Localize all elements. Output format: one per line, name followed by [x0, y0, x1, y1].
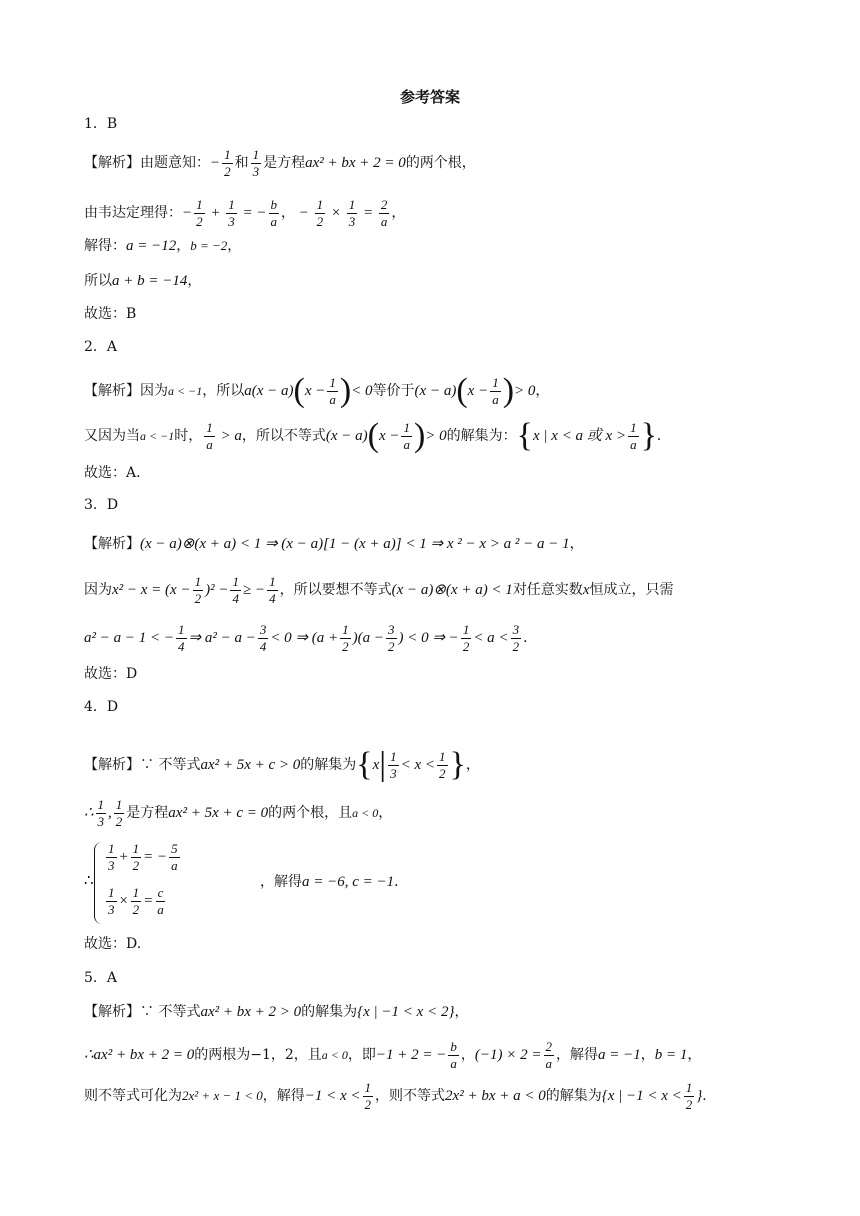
math: < 0 ⇒ (a + — [270, 630, 339, 647]
system-eq-2 — [104, 886, 168, 916]
q1-text: 和 — [234, 155, 249, 172]
math: ax² + 5x + c = 0 — [168, 805, 269, 822]
therefore-symbol: ∴ — [84, 805, 94, 822]
fraction — [448, 1040, 459, 1070]
q5-text: ，则不等式 — [375, 1088, 446, 1105]
q1-equation: ax² + bx + 2 = 0 — [305, 155, 406, 172]
system-result — [260, 871, 408, 891]
therefore-symbol: ∴ — [84, 873, 94, 889]
q1-text: 的两个根， — [405, 155, 476, 172]
fraction — [230, 575, 241, 605]
page-title: 参考答案 — [399, 88, 460, 106]
math: + — [118, 849, 129, 866]
math: (x − a)⊗(x + a) < 1 — [391, 582, 513, 599]
fraction — [327, 376, 338, 406]
paren-right: ) — [339, 372, 352, 410]
q4-header: 4．D — [84, 699, 119, 715]
frac-den: a — [206, 436, 213, 452]
fraction — [363, 1081, 374, 1111]
bar: | — [379, 746, 387, 784]
fraction — [461, 623, 472, 653]
frac-den: 2 — [439, 765, 446, 781]
frac-num: 1 — [269, 574, 276, 589]
q5-text: 的解集为 — [545, 1088, 602, 1105]
q2-text: 等价于 — [372, 383, 415, 400]
math: x − — [467, 383, 489, 400]
frac-den: 3 — [390, 765, 397, 781]
frac-num: 1 — [178, 622, 185, 637]
fraction — [96, 798, 107, 828]
math: b = 1 — [654, 1047, 688, 1064]
q3-text: 恒成立，只需 — [589, 582, 674, 599]
fraction — [204, 421, 215, 451]
q1-text: 所以 — [84, 273, 112, 289]
frac-den: 3 — [252, 163, 260, 179]
math: ax² + 5x + c > 0 — [200, 757, 301, 774]
q4-text: ，解得 — [260, 874, 302, 890]
fraction — [684, 1081, 695, 1111]
math: a = −6, c = −1 — [302, 874, 395, 890]
frac-num: 1 — [342, 622, 349, 637]
math: −1 + 2 = − — [375, 1047, 447, 1064]
q5-line-1 — [84, 1005, 468, 1020]
frac-den: a — [270, 213, 277, 229]
system-eq-1 — [104, 842, 182, 872]
math: < a < — [473, 630, 509, 647]
frac-den: a — [630, 436, 637, 452]
frac-den: 2 — [462, 638, 470, 654]
frac-num: 1 — [196, 197, 203, 212]
math: ⇒ a² − a − — [188, 630, 256, 647]
q4-text: 是方程 — [126, 805, 169, 822]
frac-num: 1 — [194, 574, 202, 589]
math: )(a − — [352, 630, 384, 647]
q1-text: ， — [176, 238, 191, 254]
frac-den: 2 — [224, 163, 231, 179]
q3-text: ，所以要想不等式 — [279, 582, 392, 599]
q3-text: ． — [523, 630, 538, 647]
frac-num: 2 — [380, 197, 388, 212]
frac-den: 2 — [685, 1096, 693, 1112]
math: {x | −1 < x < — [601, 1088, 682, 1105]
frac-num: 1 — [439, 749, 446, 764]
fraction — [401, 421, 412, 451]
frac-den: 3 — [228, 213, 235, 229]
frac-num: 1 — [252, 147, 260, 162]
math: x — [582, 582, 590, 599]
math: + — [206, 205, 225, 222]
fraction — [155, 886, 166, 916]
frac-den: 2 — [196, 213, 203, 229]
q5-text: 则不等式可化为 — [84, 1088, 182, 1105]
frac-num: c — [157, 885, 164, 900]
frac-num: 3 — [388, 622, 395, 637]
q5-analysis-tag: 【解析】 — [84, 1004, 140, 1020]
frac-den: a — [545, 1055, 552, 1071]
math: = − — [238, 205, 267, 222]
math: a + b = −14 — [112, 273, 188, 289]
math: − — [295, 205, 313, 222]
fraction — [194, 198, 205, 228]
frac-num: 1 — [132, 885, 140, 900]
frac-den: a — [157, 901, 164, 917]
q3-text: ， — [569, 536, 584, 552]
math: a < −1 — [168, 384, 203, 399]
q4-text: ∵ 不等式 — [140, 757, 201, 774]
q1-text: ， — [227, 238, 242, 254]
math: a < −1 — [140, 429, 175, 444]
q5-text: ，解得 — [556, 1047, 598, 1064]
frac-num: 1 — [316, 197, 324, 212]
frac-num: 3 — [259, 622, 267, 637]
frac-den: a — [492, 391, 499, 407]
math: a < 0 — [352, 806, 379, 821]
q2-analysis-tag: 【解析】 — [84, 383, 140, 400]
math: × — [118, 893, 129, 910]
frac-den: 3 — [97, 813, 105, 829]
q1-text: 由题意知： — [140, 155, 210, 172]
math: b = −2 — [190, 238, 228, 253]
fraction — [544, 1040, 555, 1070]
fraction — [511, 623, 522, 653]
q5-line-2 — [84, 1040, 701, 1070]
frac-den: 2 — [194, 590, 202, 606]
system-brace — [94, 842, 103, 924]
q4-analysis-tag: 【解析】 — [84, 757, 140, 774]
q4-text: ． — [394, 874, 409, 890]
q1-text: ， — [281, 205, 295, 222]
frac-den: 4 — [269, 590, 276, 606]
frac-num: 1 — [108, 841, 115, 856]
brace-left: { — [516, 417, 533, 455]
frac-num: 1 — [329, 375, 336, 390]
q5-text: 的解集为 — [301, 1004, 358, 1020]
q5-text: ， — [640, 1047, 655, 1064]
math: ) < 0 ⇒ − — [398, 630, 459, 647]
math: − — [182, 205, 193, 222]
frac-num: 1 — [132, 841, 140, 856]
fraction — [386, 623, 397, 653]
math: )² − — [205, 582, 229, 599]
q3-header: 3．D — [84, 497, 119, 513]
math: x | x < a 或 x > — [533, 428, 627, 445]
frac-num: 3 — [512, 622, 520, 637]
q2-text: ． — [656, 428, 671, 445]
frac-den: 2 — [342, 638, 349, 654]
q4-line-2 — [84, 798, 392, 828]
q2-answer: 故选：A． — [84, 465, 151, 481]
frac-den: 2 — [364, 1096, 372, 1112]
frac-num: 1 — [630, 420, 637, 435]
q2-line-2 — [84, 417, 671, 455]
frac-num: 1 — [685, 1080, 693, 1095]
frac-num: 5 — [171, 841, 178, 856]
frac-num: b — [450, 1039, 457, 1054]
fraction — [106, 842, 117, 872]
math: = — [143, 893, 154, 910]
q5-line-3 — [84, 1081, 716, 1111]
frac-den: 4 — [232, 590, 239, 606]
q3-analysis-tag: 【解析】 — [84, 536, 140, 552]
fraction — [388, 750, 399, 780]
fraction — [114, 798, 125, 828]
frac-num: 2 — [545, 1039, 552, 1054]
q3-text: 对任意实数 — [512, 582, 583, 599]
math: −1 < x < — [304, 1088, 361, 1105]
fraction — [226, 198, 237, 228]
frac-num: 1 — [232, 574, 239, 589]
math: {x | −1 < x < 2} — [357, 1004, 455, 1020]
fraction — [347, 198, 358, 228]
paren-left: ( — [367, 417, 379, 455]
q1-text: ， — [391, 205, 406, 222]
q5-text: ∵ 不等式 — [140, 1004, 201, 1020]
q4-text: 的两个根，且 — [268, 805, 353, 822]
q1-line-3 — [84, 239, 241, 254]
q2-text: 的解集为： — [446, 428, 517, 445]
frac-den: 4 — [259, 638, 267, 654]
frac-num: 1 — [115, 797, 123, 812]
q1-line-2 — [84, 198, 405, 228]
brace-right: } — [640, 417, 657, 455]
q1-answer: 故选：B — [84, 306, 137, 322]
fraction — [131, 886, 142, 916]
frac-num: 1 — [108, 885, 115, 900]
math: a² − a − 1 < − — [84, 630, 174, 647]
q2-header: 2．A — [84, 339, 118, 355]
frac-num: 1 — [364, 1080, 372, 1095]
frac-den: 3 — [108, 901, 115, 917]
therefore-symbol: ∴ — [84, 1047, 94, 1064]
fraction — [628, 421, 639, 451]
q5-text: ， — [460, 1047, 475, 1064]
q1-analysis-tag: 【解析】 — [84, 155, 140, 172]
frac-den: a — [403, 436, 410, 452]
frac-num: 1 — [206, 420, 213, 435]
math: x — [372, 757, 380, 774]
q5-text: ，即 — [347, 1047, 376, 1064]
math: < 0 — [351, 383, 373, 400]
q2-text: 时， — [174, 428, 203, 445]
q5-text: ， — [454, 1004, 469, 1020]
q5-text: 的两根为−1，2，且 — [194, 1047, 322, 1064]
frac-den: 4 — [178, 638, 185, 654]
fraction — [258, 623, 269, 653]
q4-text: ， — [465, 757, 480, 774]
math: x − — [304, 383, 326, 400]
frac-num: 1 — [462, 622, 470, 637]
q2-text: 又因为当 — [84, 428, 140, 445]
math: = — [359, 205, 377, 222]
frac-num: 1 — [403, 420, 410, 435]
q3-line-3 — [84, 623, 537, 653]
q5-header: 5．A — [84, 970, 118, 986]
q4-answer: 故选：D. — [84, 936, 142, 952]
fraction — [222, 148, 233, 178]
paren-left: ( — [293, 372, 305, 410]
math: > 0 — [514, 383, 536, 400]
q2-text: ，所以 — [202, 383, 245, 400]
fraction — [193, 575, 204, 605]
fraction — [131, 842, 142, 872]
fraction — [490, 376, 501, 406]
q3-line-1 — [84, 537, 584, 552]
math: x² − x = (x − — [112, 582, 191, 599]
brace-right: } — [449, 746, 466, 784]
math: = − — [143, 849, 168, 866]
frac-num: b — [270, 197, 277, 212]
frac-den: 2 — [316, 213, 324, 229]
fraction — [269, 198, 280, 228]
frac-den: a — [171, 857, 178, 873]
q1-text: 由韦达定理得： — [84, 205, 182, 222]
math: ax² + bx + 2 = 0 — [93, 1047, 195, 1064]
q1-text: 是方程 — [263, 155, 306, 172]
math: ≥ − — [242, 582, 266, 599]
q2-text: ， — [535, 383, 550, 400]
frac-num: 1 — [390, 749, 397, 764]
fraction — [169, 842, 180, 872]
math: } — [696, 1088, 703, 1105]
math: a = −12 — [126, 238, 177, 254]
frac-den: a — [450, 1055, 457, 1071]
q4-text: 的解集为 — [300, 757, 357, 774]
fraction — [267, 575, 278, 605]
q1-text: 解得： — [84, 238, 126, 254]
fraction — [315, 198, 326, 228]
q5-text: ，解得 — [262, 1088, 305, 1105]
math: (x − a)⊗(x + a) < 1 ⇒ (x − a)[1 − (x + a)] < 1 ⇒ x ² − x > a ² − a − 1 — [140, 536, 570, 552]
paren-right: ) — [413, 417, 426, 455]
frac-den: 2 — [512, 638, 520, 654]
frac-den: a — [380, 213, 388, 229]
math: > a — [216, 428, 242, 445]
q4-line-1 — [84, 746, 480, 784]
math: a(x − a) — [244, 383, 294, 400]
math: (x − a) — [414, 383, 457, 400]
math: x − — [378, 428, 400, 445]
frac-num: 1 — [492, 375, 499, 390]
math: > 0 — [425, 428, 447, 445]
math: (x − a) — [325, 428, 368, 445]
math: a = −1 — [598, 1047, 641, 1064]
q1-text: ， — [187, 273, 202, 289]
q2-text: 因为 — [140, 383, 168, 400]
frac-num: 1 — [97, 797, 105, 812]
frac-den: 2 — [132, 901, 140, 917]
math: a < 0 — [321, 1048, 348, 1063]
frac-den: a — [329, 391, 336, 407]
q1-header: 1．B — [84, 116, 118, 132]
q3-line-2 — [84, 575, 673, 605]
q2-line-1 — [84, 372, 550, 410]
q5-text: ， — [687, 1047, 702, 1064]
paren-right: ) — [502, 372, 515, 410]
q5-text: ． — [702, 1088, 717, 1105]
paren-left: ( — [456, 372, 468, 410]
math: × — [327, 205, 345, 222]
fraction — [340, 623, 351, 653]
fraction — [251, 148, 262, 178]
frac-den: 2 — [132, 857, 140, 873]
math: (−1) × 2 = — [474, 1047, 542, 1064]
frac-num: 1 — [224, 147, 231, 162]
q4-text: ， — [378, 805, 393, 822]
minus: − — [210, 155, 221, 172]
frac-den: 2 — [115, 813, 123, 829]
frac-den: 2 — [388, 638, 395, 654]
fraction — [379, 198, 390, 228]
math: 2x² + bx + a < 0 — [445, 1088, 546, 1105]
fraction — [106, 886, 117, 916]
q2-text: ，所以不等式 — [241, 428, 326, 445]
q1-line-1 — [84, 148, 476, 178]
brace-left: { — [356, 746, 373, 784]
q3-answer: 故选：D — [84, 666, 138, 682]
frac-den: 3 — [108, 857, 115, 873]
frac-num: 1 — [228, 197, 235, 212]
q3-text: 因为 — [84, 582, 112, 599]
fraction — [437, 750, 448, 780]
comma: , — [108, 805, 112, 822]
math: 2x² + x − 1 < 0 — [182, 1088, 263, 1104]
frac-num: 1 — [348, 197, 356, 212]
frac-den: 3 — [348, 213, 356, 229]
math: < x < — [400, 757, 436, 774]
q1-line-4 — [84, 274, 201, 289]
fraction — [176, 623, 187, 653]
math: ax² + bx + 2 > 0 — [200, 1004, 302, 1020]
